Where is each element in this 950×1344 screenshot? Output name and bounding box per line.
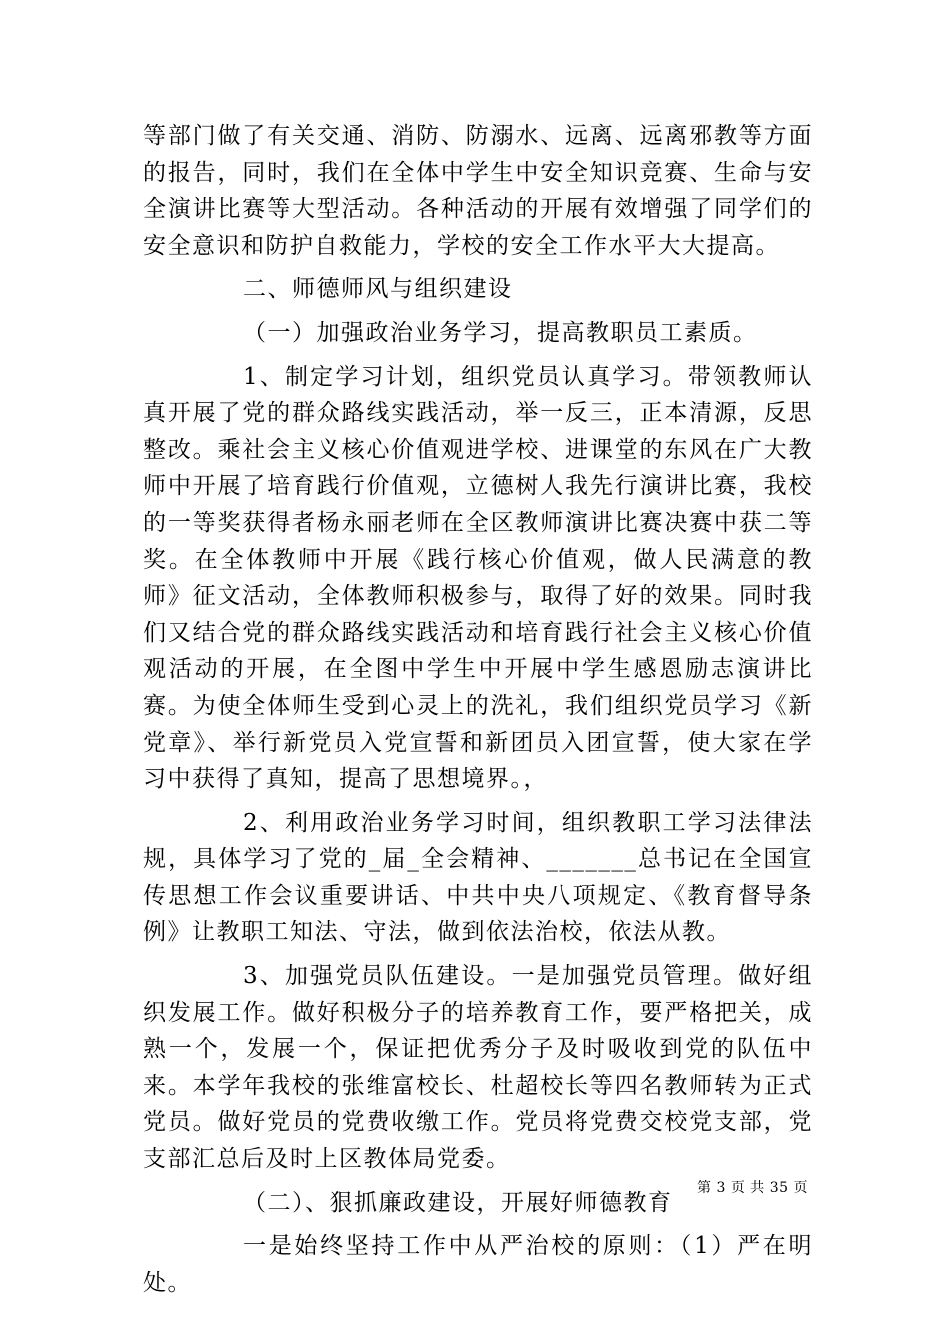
paragraph-principle: 一是始终坚持工作中从严治校的原则：（1）严在明处。: [143, 1233, 813, 1296]
document-body: [143, 118, 813, 1301]
paragraph-item-2: 2、利用政治业务学习时间，组织教职工学习法律法规，具体学习了党的_届_全会精神、_______总书记在全国宣传思想工作会议重要讲话、中共中央八项规定、《教育督导条例》让教职工知法、守法，做到依法治校，依法从教。: [143, 809, 813, 946]
paragraph-safety-activities: 等部门做了有关交通、消防、防溺水、远离、远离邪教等方面的报告，同时，我们在全体中学生中安全知识竞赛、生命与安全演讲比赛等大型活动。各种活动的开展有效增强了同学们的安全意识和防护自救能力，学校的安全工作水平大大提高。: [143, 123, 813, 259]
heading-section-two: 二、师德师风与组织建设: [243, 276, 513, 303]
subheading-part-two: （二）、狠抓廉政建设，开展好师德教育: [243, 1189, 673, 1216]
page-number: 第 3 页 共 35 页: [697, 1180, 808, 1196]
paragraph-item-1: 1、制定学习计划，组织党员认真学习。带领教师认真开展了党的群众路线实践活动，举一反三，正本清源，反思整改。乘社会主义核心价值观进学校、进课堂的东风在广大教师中开展了培育践行价值观，立德树人我先行演讲比赛，我校的一等奖获得者杨永丽老师在全区教师演讲比赛决赛中获二等奖。在全体教师中开展《践行核心价值观，做人民满意的教师》征文活动，全体教师积极参与，取得了好的效果。同时我们又结合党的群众路线实践活动和培育践行社会主义核心价值观活动的开展，在全图中学生中开展中学生感恩励志演讲比赛。为使全体师生受到心灵上的洗礼，我们组织党员学习《新党章》、举行新党员入党宣誓和新团员入团宣誓，使大家在学习中获得了真知，提高了思想境界。，: [143, 363, 813, 793]
subheading-part-one: （一）加强政治业务学习，提高教职员工素质。: [243, 319, 758, 346]
paragraph-item-3: 3、加强党员队伍建设。一是加强党员管理。做好组织发展工作。做好积极分子的培养教育工作，要严格把关，成熟一个，发展一个，保证把优秀分子及时吸收到党的队伍中来。本学年我校的张维富校长、杜超校长等四名教师转为正式党员。做好党员的党费收缴工作。党员将党费交校党支部，党支部汇总后及时上区教体局党委。: [143, 963, 813, 1173]
